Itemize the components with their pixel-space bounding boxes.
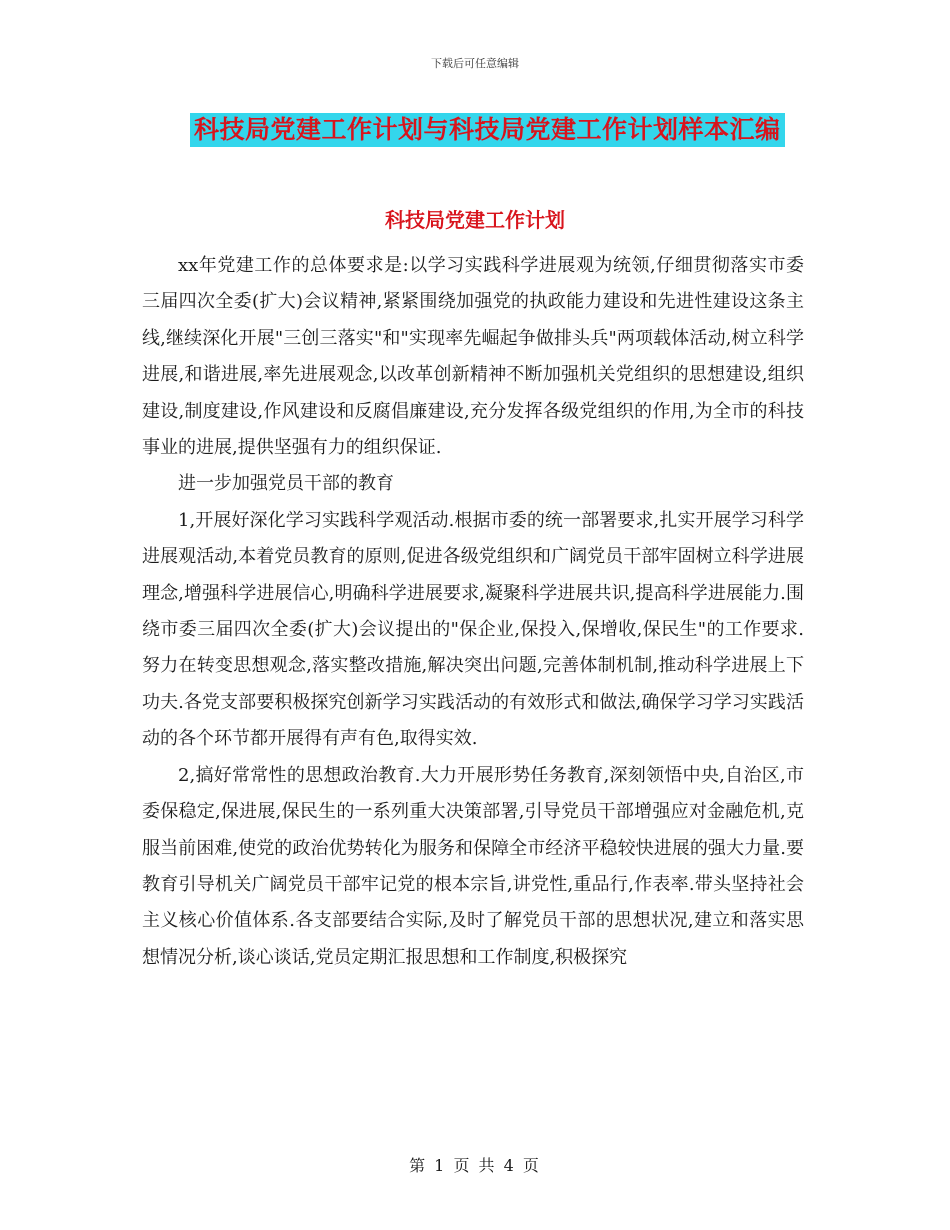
body-paragraph-4: 2,搞好常常性的思想政治教育.大力开展形势任务教育,深刻领悟中央,自治区,市委保稳定,保进展,保民生的一系列重大决策部署,引导党员干部增强应对金融危机,克服当前困难,使党的政治优势转化为服务和保障全市经济平稳较快进展的强大力量.要教育引导机关广阔党员干部牢记党的根本宗旨,讲党性,重品行,作表率.带头坚持社会主义核心价值体系.各支部要结合实际,及时了解党员干部的思想状况,建立和落实思想情况分析,谈心谈话,党员定期汇报思想和工作制度,积极探究	[142, 764, 804, 968]
body-paragraph-2: 进一步加强党员干部的教育	[178, 473, 394, 495]
header-note: 下载后可任意编辑	[431, 57, 519, 70]
body-paragraph-3: 1,开展好深化学习实践科学观活动.根据市委的统一部署要求,扎实开展学习科学进展观活动,本着党员教育的原则,促进各级党组织和广阔党员干部牢固树立科学进展理念,增强科学进展信心,明确科学进展要求,凝聚科学进展共识,提高科学进展能力.围绕市委三届四次全委(扩大)会议提出的"保企业,保投入,保增收,保民生"的工作要求.努力在转变思想观念,落实整改措施,解决突出问题,完善体制机制,推动科学进展上下功夫.各党支部要积极探究创新学习实践活动的有效形式和做法,确保学习学习实践活动的各个环节都开展得有声有色,取得实效.	[142, 509, 804, 750]
body-paragraph-1: xx年党建工作的总体要求是:以学习实践科学进展观为统领,仔细贯彻落实市委三届四次全委(扩大)会议精神,紧紧围绕加强党的执政能力建设和先进性建设这条主线,继续深化开展"三创三落实"和"实现率先崛起争做排头兵"两项载体活动,树立科学进展,和谐进展,率先进展观念,以改革创新精神不断加强机关党组织的思想建设,组织建设,制度建设,作风建设和反腐倡廉建设,充分发挥各级党组织的作用,为全市的科技事业的进展,提供坚强有力的组织保证.	[142, 255, 804, 459]
document-main-title: 科技局党建工作计划与科技局党建工作计划样本汇编	[190, 113, 785, 147]
section-title: 科技局党建工作计划	[385, 208, 565, 232]
page-footer: 第 1 页 共 4 页	[409, 1156, 541, 1175]
document-body	[142, 248, 804, 976]
